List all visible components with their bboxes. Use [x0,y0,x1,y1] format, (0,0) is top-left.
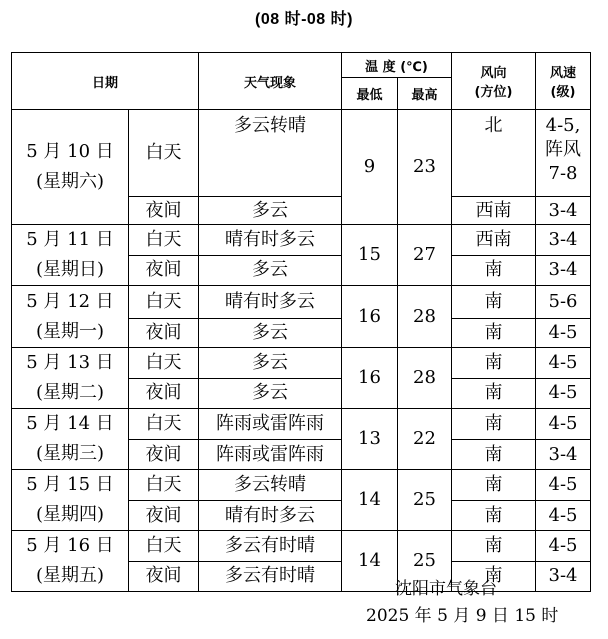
table-row [12,225,591,256]
wind-dir-night: 南 [452,319,536,348]
date-cell [12,225,129,286]
header-wind-speed-sub: (级) [550,85,576,100]
issue-time: 2025 年 5 月 9 日 15 时 [366,606,559,626]
weather-night: 多云 [199,197,342,225]
weather-night: 晴有时多云 [199,501,342,531]
header-wind-direction [452,53,536,110]
period-night: 夜间 [129,501,199,531]
period-night: 夜间 [129,319,199,348]
wind-speed-night: 4-5 [536,378,591,409]
date: 5 月 14 日 [26,413,114,434]
weekday: (星期二) [35,382,105,403]
wind-speed-day: 3-4 [536,225,591,256]
table-row [12,110,591,197]
date-cell [12,531,129,592]
temp-max: 22 [398,409,452,470]
date: 5 月 11 日 [26,229,114,250]
wind-speed-line: 4-5, [545,115,581,136]
wind-speed-day: 5-6 [536,286,591,319]
date: 5 月 12 日 [26,290,114,312]
wind-dir-night: 南 [452,440,536,470]
temp-max: 27 [398,225,452,286]
weather-night: 多云 [199,255,342,286]
table-row [12,348,591,379]
period-day: 白天 [129,110,199,197]
date: 5 月 13 日 [26,352,114,373]
wind-dir-day: 南 [452,286,536,319]
weekday: (星期五) [35,565,105,586]
forecast-table [11,52,591,592]
wind-dir-night: 西南 [452,197,536,225]
wind-dir-day: 西南 [452,225,536,256]
time-range-note: (08 时-08 时) [255,11,353,28]
period-night: 夜间 [129,197,199,225]
wind-speed-night: 3-4 [536,197,591,225]
table-row [12,286,591,319]
period-night: 夜间 [129,378,199,409]
weather-night: 多云 [199,378,342,409]
temp-min: 16 [342,286,398,348]
wind-speed-day: 4-5 [536,470,591,501]
wind-dir-night: 南 [452,378,536,409]
header-temp-min: 最低 [342,78,398,110]
header-wind-direction-sub: (方位) [474,85,513,100]
wind-speed-line: 阵风 [545,139,581,160]
table-row [12,531,591,562]
temp-min: 14 [342,470,398,531]
wind-dir-night: 南 [452,561,536,592]
weather-day: 多云转晴 [199,470,342,501]
wind-speed-line: 7-8 [548,163,578,184]
temp-max: 25 [398,470,452,531]
wind-dir-night: 南 [452,501,536,531]
date: 5 月 15 日 [26,474,114,495]
temp-min: 16 [342,348,398,409]
wind-speed-night: 4-5 [536,501,591,531]
date-cell [12,348,129,409]
weather-day: 晴有时多云 [199,225,342,256]
temp-max: 25 [398,531,452,592]
period-day: 白天 [129,409,199,440]
wind-dir-night: 南 [452,255,536,286]
temp-max: 28 [398,286,452,348]
weekday: (星期三) [35,443,105,464]
period-night: 夜间 [129,255,199,286]
temp-min: 13 [342,409,398,470]
period-day: 白天 [129,531,199,562]
period-day: 白天 [129,470,199,501]
wind-dir-day: 北 [452,110,536,197]
header-wind-speed-label: 风速 [549,66,576,81]
weekday: (星期六) [35,171,105,192]
weekday: (星期一) [35,320,105,342]
wind-speed-day: 4-5 [536,409,591,440]
weather-night: 多云有时晴 [199,561,342,592]
issuer: 沈阳市气象台 [395,579,497,599]
weather-night: 多云 [199,319,342,348]
period-day: 白天 [129,348,199,379]
date: 5 月 16 日 [26,535,114,556]
header-temp-max: 最高 [398,78,452,110]
temp-min: 14 [342,531,398,592]
header-date: 日期 [12,53,199,110]
date-cell [12,286,129,348]
weekday: (星期四) [35,504,105,525]
weather-day: 阵雨或雷阵雨 [199,409,342,440]
wind-dir-day: 南 [452,409,536,440]
wind-speed-night: 4-5 [536,319,591,348]
wind-speed-day: 4-5 [536,348,591,379]
wind-dir-day: 南 [452,348,536,379]
header-weather: 天气现象 [199,53,342,110]
period-day: 白天 [129,225,199,256]
weather-day: 多云 [199,348,342,379]
weather-day: 晴有时多云 [199,286,342,319]
temp-max: 23 [398,110,452,225]
wind-speed-day [536,110,591,197]
date: 5 月 10 日 [26,141,114,162]
weather-night: 阵雨或雷阵雨 [199,440,342,470]
weather-day: 多云转晴 [199,110,342,197]
wind-speed-night: 3-4 [536,440,591,470]
wind-speed-night: 3-4 [536,255,591,286]
temp-max: 28 [398,348,452,409]
header-temperature: 温 度 (℃) [342,53,452,78]
period-day: 白天 [129,286,199,319]
header-wind-speed [536,53,591,110]
table-row [12,470,591,501]
period-night: 夜间 [129,440,199,470]
table-row [12,409,591,440]
wind-speed-night: 3-4 [536,561,591,592]
wind-speed-day: 4-5 [536,531,591,562]
header-wind-direction-label: 风向 [480,66,507,81]
date-cell [12,470,129,531]
period-night: 夜间 [129,561,199,592]
wind-dir-day: 南 [452,470,536,501]
temp-min: 9 [342,110,398,225]
weather-day: 多云有时晴 [199,531,342,562]
date-cell [12,409,129,470]
temp-min: 15 [342,225,398,286]
wind-dir-day: 南 [452,531,536,562]
date-cell [12,110,129,225]
weekday: (星期日) [35,259,105,280]
